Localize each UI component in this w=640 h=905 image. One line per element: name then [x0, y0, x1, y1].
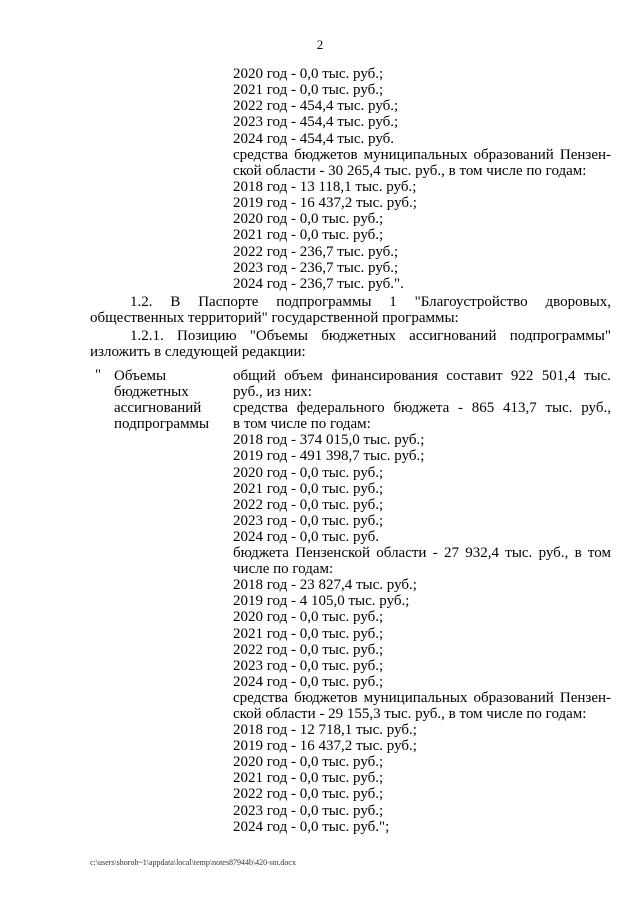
value-line: общий объем финансирования составит 922 501,4 тыс. — [233, 368, 611, 384]
value-line: 2019 год - 16 437,2 тыс. руб.; — [233, 738, 417, 755]
title-line: бюджетных — [114, 384, 189, 400]
value-line: руб., из них: — [233, 384, 312, 401]
value-line: 2022 год - 0,0 тыс. руб.; — [233, 786, 384, 803]
text-line: средства бюджетов муниципальных образований Пензен- — [233, 146, 611, 163]
title-line: Объемы — [114, 368, 167, 384]
paragraph-line: 1.2.1. Позицию "Объемы бюджетных ассигнований подпрограммы" — [130, 328, 611, 344]
paragraph-1-2 — [90, 294, 611, 326]
value-line: 2021 год - 0,0 тыс. руб.; — [233, 625, 384, 642]
text-line: 2024 год - 236,7 тыс. руб.". — [233, 275, 404, 292]
text-line: 2020 год - 0,0 тыс. руб.; — [233, 211, 384, 228]
opening-quote: " — [95, 367, 102, 383]
value-line: 2020 год - 0,0 тыс. руб.; — [233, 754, 384, 771]
value-line: 2023 год - 0,0 тыс. руб.; — [233, 802, 384, 819]
text-line: 2023 год - 454,4 тыс. руб.; — [233, 114, 399, 131]
paragraph-line: изложить в следующей редакции: — [90, 344, 306, 360]
value-line: ской области - 29 155,3 тыс. руб., в том числе по годам: — [233, 705, 587, 722]
text-line: 2023 год - 236,7 тыс. руб.; — [233, 259, 399, 276]
text-line: 2022 год - 236,7 тыс. руб.; — [233, 243, 399, 260]
text-line: 2021 год - 0,0 тыс. руб.; — [233, 227, 384, 244]
value-line: 2018 год - 23 827,4 тыс. руб.; — [233, 577, 417, 594]
paragraph-1-2-1 — [90, 328, 611, 360]
value-line: 2021 год - 0,0 тыс. руб.; — [233, 480, 384, 497]
paragraph-line: общественных территорий" государственной программы: — [90, 310, 459, 326]
value-line: 2022 год - 0,0 тыс. руб.; — [233, 496, 384, 513]
top-budget-block — [233, 66, 611, 292]
text-line: 2020 год - 0,0 тыс. руб.; — [233, 66, 384, 82]
title-line: подпрограммы — [114, 416, 210, 432]
value-line: 2023 год - 0,0 тыс. руб.; — [233, 657, 384, 674]
text-line: 2019 год - 16 437,2 тыс. руб.; — [233, 195, 417, 212]
paragraph-line: 1.2. В Паспорте подпрограммы 1 "Благоустройство дворовых, — [130, 294, 611, 310]
page-number: 2 — [316, 37, 324, 52]
text-line: ской области - 30 265,4 тыс. руб., в том числе по годам: — [233, 162, 587, 179]
value-line: 2023 год - 0,0 тыс. руб.; — [233, 512, 384, 529]
text-line: 2021 год - 0,0 тыс. руб.; — [233, 82, 384, 99]
value-line: 2018 год - 374 015,0 тыс. руб.; — [233, 432, 425, 449]
value-line: 2018 год - 12 718,1 тыс. руб.; — [233, 722, 417, 739]
value-line: 2019 год - 491 398,7 тыс. руб.; — [233, 448, 425, 465]
text-line: 2022 год - 454,4 тыс. руб.; — [233, 98, 399, 115]
title-line: ассигнований — [114, 400, 202, 416]
position-value-column — [233, 368, 611, 835]
value-line: 2024 год - 0,0 тыс. руб."; — [233, 818, 390, 835]
text-line: 2018 год - 13 118,1 тыс. руб.; — [233, 178, 417, 195]
footer-file-path: c:\users\shoroh~1\appdata\local\temp\notes87944b\420-нп.docx — [90, 858, 296, 867]
position-title-column — [114, 368, 229, 432]
value-line: 2022 год - 0,0 тыс. руб.; — [233, 641, 384, 658]
value-line: средства бюджетов муниципальных образований Пензен- — [233, 689, 611, 706]
value-line: 2020 год - 0,0 тыс. руб.; — [233, 464, 384, 481]
value-line: средства федерального бюджета - 865 413,7 тыс. руб., — [233, 400, 611, 417]
text-line: 2024 год - 454,4 тыс. руб. — [233, 130, 395, 147]
value-line: числе по годам: — [233, 561, 334, 578]
value-line: 2024 год - 0,0 тыс. руб. — [233, 528, 380, 545]
value-line: бюджета Пензенской области - 27 932,4 тыс. руб., в том — [233, 545, 611, 562]
value-line: 2020 год - 0,0 тыс. руб.; — [233, 609, 384, 626]
value-line: 2019 год - 4 105,0 тыс. руб.; — [233, 593, 410, 610]
value-line: 2024 год - 0,0 тыс. руб.; — [233, 673, 384, 690]
value-line: в том числе по годам: — [233, 416, 371, 433]
value-line: 2021 год - 0,0 тыс. руб.; — [233, 770, 384, 787]
